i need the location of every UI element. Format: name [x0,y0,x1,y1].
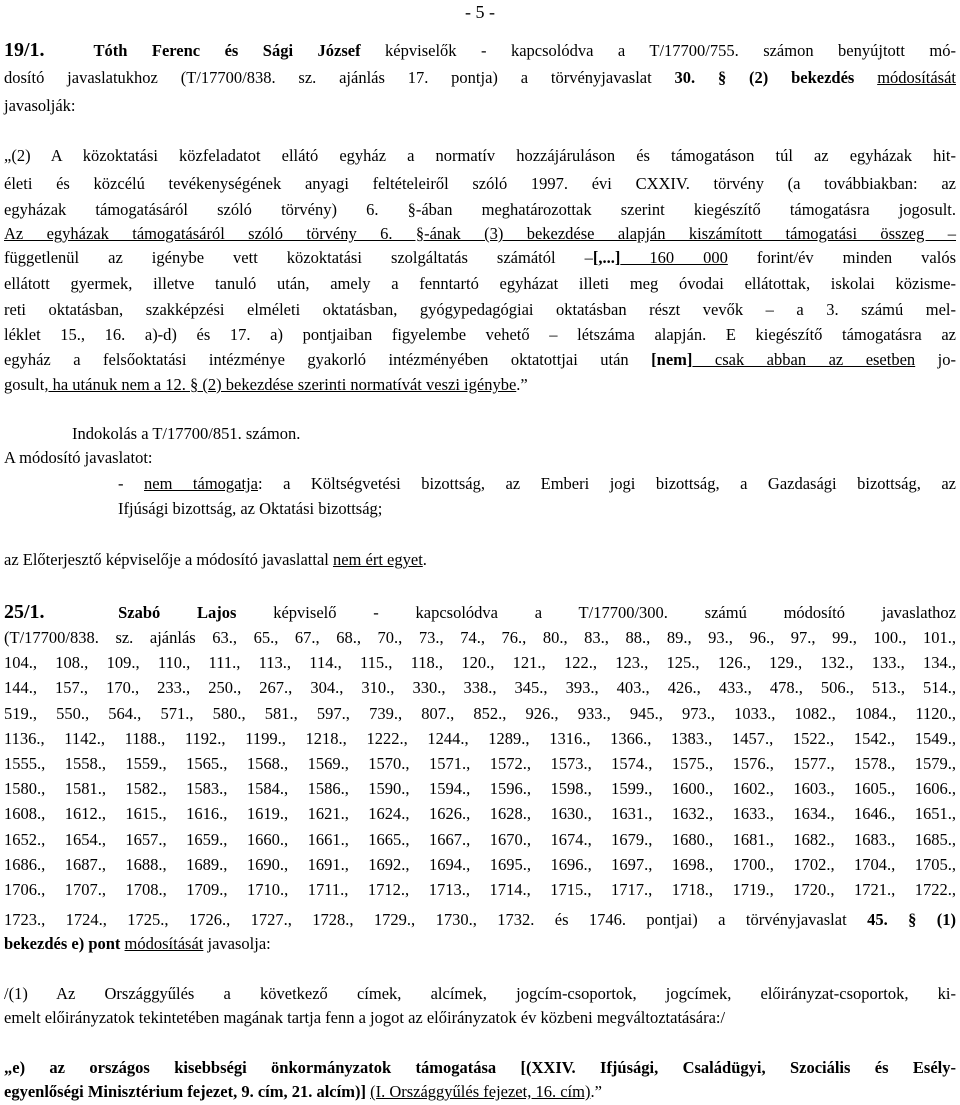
item19-number: 19/1. [4,39,45,61]
quote-line-4: Az egyházak támogatásáról szóló törvény 6. §-ának (3) bekezdése alapján kiszámított támogatási összeg – [4,224,956,243]
item25-points-line: 1136., 1142., 1188., 1192., 1199., 1218., 1222., 1244., 1289., 1316., 1366., 1383., 1457., 1522., 1542., 1549., [4,729,956,748]
item25-points-line: 1652., 1654., 1657., 1659., 1660., 1661., 1665., 1667., 1670., 1674., 1679., 1680., 1681., 1682., 1683., 1685., [4,830,956,849]
proposal-label: A módosító javaslatot: [4,448,153,467]
point-e-line-2 [4,1082,956,1102]
item19-reference: 30. § (2) bekezdés [674,68,855,87]
quote-text: függetlenül az igénybe vett közoktatási szolgáltatás számától – [4,248,593,267]
quote-line-5 [4,248,956,268]
presenter-line [4,550,956,570]
quote-line-7: reti oktatásban, szakképzési elméleti oktatásban, gyógypedagógiai oktatásban részt vevők – a 3. számú mel- [4,300,956,319]
presenter-disagrees: nem ért egyet [332,550,423,569]
quote-inserted-text: csak abban az esetben [692,350,916,369]
item25-number: 25/1. [4,601,45,623]
point-e-end: .” [590,1082,602,1101]
item19-text: képviselők - kapcsolódva a T/17700/755. számon benyújtott mó- [360,41,957,60]
item25-author: Szabó Lajos [118,603,237,622]
not-supported: nem támogatja [144,474,258,493]
item19-modification: módosítását [877,68,957,87]
page-number: - 5 - [465,2,495,22]
not-supported-line-2: Ifjúsági bizottság, az Oktatási bizottság; [118,499,383,518]
item25-target-line [4,934,956,954]
committees-text: : a Költségvetési bizottság, az Emberi jogi bizottság, a Gazdasági bizottság, az [258,474,956,493]
item25-points-line: 1686., 1687., 1688., 1689., 1690., 1691., 1692., 1694., 1695., 1696., 1697., 1698., 1700., 1702., 1704., 1705., [4,855,956,874]
dash: - [118,474,145,493]
item25-points-line: 1555., 1558., 1559., 1565., 1568., 1569., 1570., 1571., 1572., 1573., 1574., 1575., 1576., 1577., 1578., 1579., [4,754,956,773]
justification: Indokolás a T/17700/851. számon. [72,424,301,443]
quote-line-6: ellátott gyermek, illetve tanuló után, amely a fenntartó egyházat illeti meg óvodai ellátottak, iskolai közisme- [4,274,956,293]
item25-line-1 [4,602,956,623]
item25-last-line [4,910,956,930]
quote-text: gosult [4,375,45,394]
item19-line-1 [4,40,956,61]
not-supported-line-1 [118,474,956,494]
paragraph-1-line-1: /(1) Az Országgyűlés a következő címek, alcímek, jogcím-csoportok, jogcímek, előirányzat-csoportok, ki- [4,984,956,1003]
quote-deleted-text: [nem] [651,350,693,369]
item25-points-line: 144., 157., 170., 233., 250., 267., 304., 310., 330., 338., 345., 393., 403., 426., 433., 478., 506., 513., 514., [4,678,956,697]
quote-text: forint/év minden valós [727,248,956,267]
quote-line-3: egyházak támogatásáról szóló törvény) 6. §-ában meghatározottak szerint kiegészítő támogatásra jogosult. [4,200,956,219]
quote-inserted-text: 160 000 [620,248,728,267]
period: . [422,550,427,569]
item19-space [854,68,877,87]
item25-target: bekezdés e) pont [4,934,121,953]
quote-end: .” [516,375,528,394]
quote-line-2: életi és közcélú tevékenységének anyagi feltételeiről szóló 1997. évi CXXIV. törvény (a továbbiakban: az [4,174,956,193]
item19-line-2 [4,68,956,88]
presenter-text: az Előterjesztő képviselője a módosító javaslattal [4,550,333,569]
quote-text: jo- [915,350,956,369]
item25-points-line: 1608., 1612., 1615., 1616., 1619., 1621., 1624., 1626., 1628., 1630., 1631., 1632., 1633., 1634., 1646., 1651., [4,804,956,823]
item25-text: képviselő - kapcsolódva a T/17700/300. számú módosító javaslathoz [236,603,956,622]
item25-points-line: 1706., 1707., 1708., 1709., 1710., 1711., 1712., 1713., 1714., 1715., 1717., 1718., 1719., 1720., 1721., 1722., [4,880,956,899]
item19-text: dosító javaslatukhoz (T/17700/838. sz. ajánlás 17. pontja) a törvényjavaslat [4,68,675,87]
item25-modification: módosítását [124,934,204,953]
quote-text: egyház a felsőoktatási intézménye gyakorló intézményében oktatottjai után [4,350,652,369]
quote-line-8: léklet 15., 16. a)-d) és 17. a) pontjaiban figyelembe vehető – létszáma alapján. E kiegészítő támogatásra az [4,325,956,344]
item19-line-3: javasolják: [4,96,76,115]
point-e-line-1: „e) az országos kisebbségi önkormányzatok támogatása [(XXIV. Ifjúsági, Családügyi, Szociális és Esély- [4,1058,956,1077]
item25-points-line: 1580., 1581., 1582., 1583., 1584., 1586., 1590., 1594., 1596., 1598., 1599., 1600., 1602., 1603., 1605., 1606., [4,779,956,798]
item25-points-line: 104., 108., 109., 110., 111., 113., 114., 115., 118., 120., 121., 122., 123., 125., 126., 129., 132., 133., 134., [4,653,956,672]
item25-points-line: 519., 550., 564., 571., 580., 581., 597., 739., 807., 852., 926., 933., 945., 973., 1033., 1082., 1084., 1120., [4,704,956,723]
point-e-deleted-text: egyenlőségi Minisztérium fejezet, 9. cím, 21. alcím)] [4,1082,366,1101]
quote-line-1: „(2) A közoktatási közfeladatot ellátó egyház a normatív hozzájáruláson és támogatáson túl az egyházak hit- [4,146,956,165]
item19-authors: Tóth Ferenc és Sági József [93,41,361,60]
quote-inserted-text: , ha utánuk nem a 12. § (2) bekezdése szerinti normatívát veszi igénybe [44,375,517,394]
point-e-inserted-text: (I. Országgyűlés fejezet, 16. cím) [370,1082,591,1101]
quote-line-9 [4,350,956,370]
quote-line-10 [4,375,956,395]
quote-deleted-text: [,...] [592,248,621,267]
item25-text: 1723., 1724., 1725., 1726., 1727., 1728., 1729., 1730., 1732. és 1746. pontjai) a törvényjavaslat [4,910,868,929]
paragraph-1-line-2: emelt előirányzatok tekintetében magának tartja fenn a jogot az előirányzatok év közbeni megváltoztatására:/ [4,1008,726,1027]
item25-text: javasolja: [203,934,271,953]
item25-reference: 45. § (1) [867,910,956,929]
item25-points-line: (T/17700/838. sz. ajánlás 63., 65., 67., 68., 70., 73., 74., 76., 80., 83., 88., 89., 93., 96., 97., 99., 100., 101., [4,628,956,647]
